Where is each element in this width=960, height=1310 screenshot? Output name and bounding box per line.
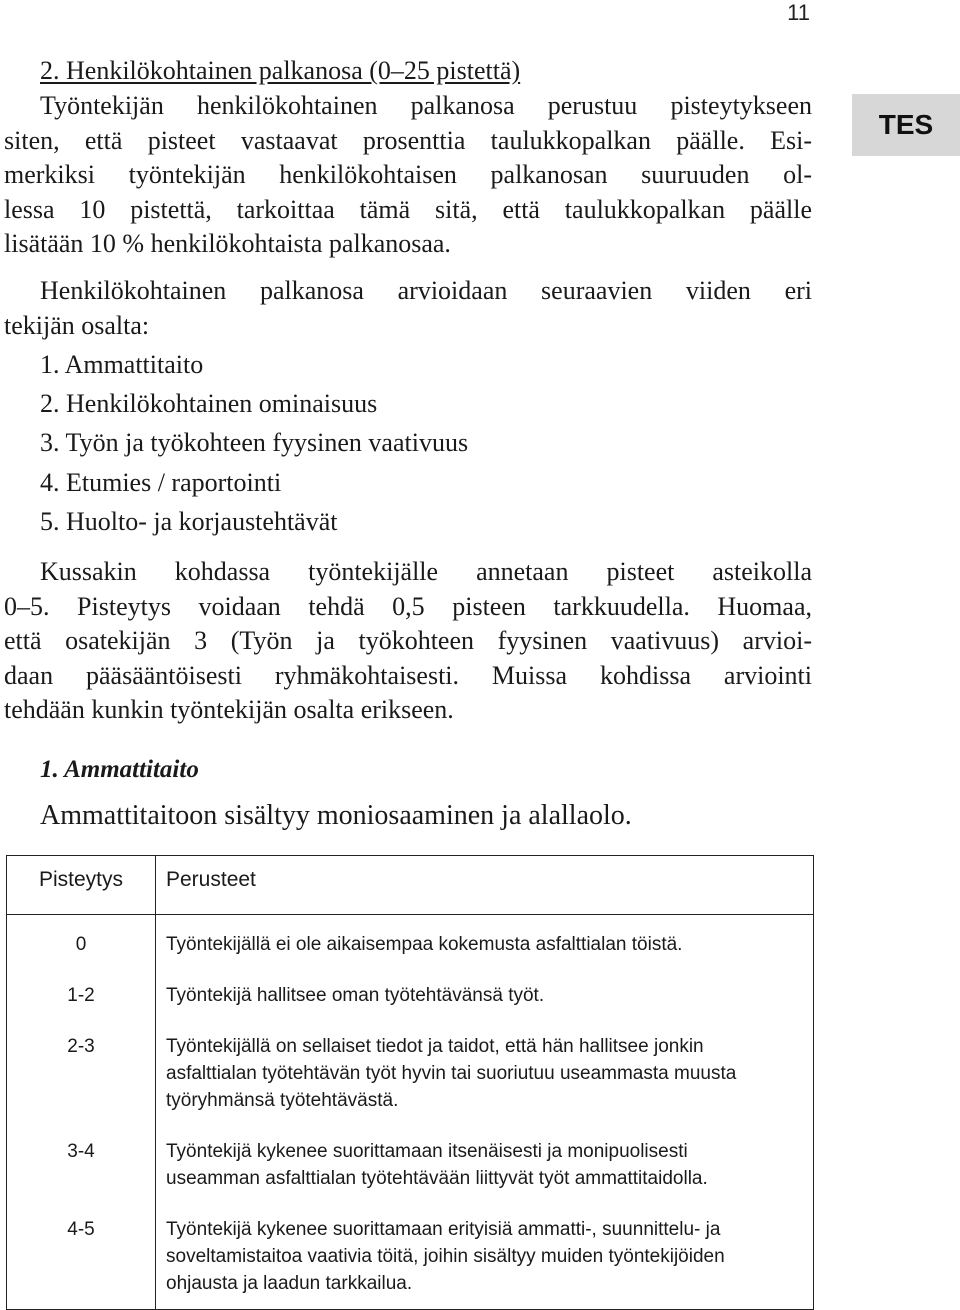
intro-paragraph xyxy=(4,89,812,262)
intro-line: Työntekijän henkilökohtainen palkanosa perustuu pisteytykseen xyxy=(40,91,812,120)
table-row xyxy=(7,1126,814,1204)
list-item: 4. Etumies / raportointi xyxy=(40,467,282,497)
score-cell: 1-2 xyxy=(7,970,156,1021)
criteria-line: Työntekijä kykenee suorittamaan itsenäisesti ja monipuolisesti xyxy=(166,1141,688,1162)
intro-line: siten, että pisteet vastaavat prosenttia taulukkopalkan päälle. Esi- xyxy=(4,125,812,155)
criteria-line: Työntekijällä ei ole aikaisempaa kokemusta asfalttialan töistä. xyxy=(166,934,683,955)
evaluation-line: tekijän osalta: xyxy=(4,310,150,340)
score-cell: 0 xyxy=(7,915,156,971)
criteria-line: useamman asfalttialan työtehtävään liittyvät työt ammattitaidolla. xyxy=(166,1168,708,1189)
score-cell: 3-4 xyxy=(7,1126,156,1204)
criteria-cell xyxy=(156,915,814,971)
list-item: 3. Työn ja työkohteen fyysinen vaativuus xyxy=(40,428,469,458)
section-tab: TES xyxy=(852,94,960,156)
column-header-criteria: Perusteet xyxy=(156,856,814,915)
evaluation-line: Henkilökohtainen palkanosa arvioidaan seuraavien viiden eri xyxy=(40,276,812,305)
section-heading-ammattitaito: 1. Ammattitaito xyxy=(40,756,199,783)
table-row xyxy=(7,1021,814,1126)
criteria-line: asfalttialan työtehtävän työt hyvin tai suoriutuu useammasta muusta xyxy=(166,1063,737,1084)
scoring-table xyxy=(6,855,814,1310)
table-row xyxy=(7,970,814,1021)
criteria-line: työryhmänsä työtehtävästä. xyxy=(166,1090,399,1111)
page-number: 11 xyxy=(787,0,810,25)
table-row xyxy=(7,915,814,971)
evaluation-paragraph xyxy=(4,274,812,343)
table-row xyxy=(7,1204,814,1310)
criteria-cell xyxy=(156,970,814,1021)
list-item: 5. Huolto- ja korjaustehtävät xyxy=(40,506,338,536)
score-cell: 2-3 xyxy=(7,1021,156,1126)
intro-line: lessa 10 pistettä, tarkoittaa tämä sitä, että taulukkopalkan päälle xyxy=(4,194,812,224)
criteria-cell xyxy=(156,1204,814,1310)
intro-line: lisätään 10 % henkilökohtaista palkanosaa. xyxy=(4,229,451,258)
scoring-line: daan pääsääntöisesti ryhmäkohtaisesti. Muissa kohdissa arviointi xyxy=(4,660,812,690)
criteria-cell xyxy=(156,1126,814,1204)
scoring-line: että osatekijän 3 (Työn ja työkohteen fyysinen vaativuus) arvioi- xyxy=(4,626,812,655)
criteria-line: ohjausta ja laadun tarkkailua. xyxy=(166,1273,413,1294)
score-cell: 4-5 xyxy=(7,1204,156,1310)
criteria-line: Työntekijällä on sellaiset tiedot ja taidot, että hän hallitsee jonkin xyxy=(166,1036,704,1057)
intro-line: merkiksi työntekijän henkilökohtaisen palkanosan suuruuden ol- xyxy=(4,160,812,189)
criteria-cell xyxy=(156,1021,814,1126)
section-description: Ammattitaitoon sisältyy moniosaaminen ja alallaolo. xyxy=(40,800,632,831)
scoring-line: 0–5. Pisteytys voidaan tehdä 0,5 pisteen tarkkuudella. Huomaa, xyxy=(4,591,812,621)
section-heading-personal-pay: 2. Henkilökohtainen palkanosa (0–25 pistettä) xyxy=(40,56,521,85)
criteria-line: soveltamistaitoa vaativia töitä, joihin sisältyy muiden työntekijöiden xyxy=(166,1246,725,1267)
criteria-line: Työntekijä kykenee suorittamaan erityisiä ammatti-, suunnittelu- ja xyxy=(166,1219,721,1240)
scoring-paragraph xyxy=(4,555,812,728)
factor-list xyxy=(40,345,468,541)
list-item: 2. Henkilökohtainen ominaisuus xyxy=(40,389,378,419)
scoring-line: Kussakin kohdassa työntekijälle annetaan pisteet asteikolla xyxy=(40,557,812,586)
table-header-row xyxy=(7,856,814,915)
list-item: 1. Ammattitaito xyxy=(40,350,204,379)
criteria-line: Työntekijä hallitsee oman työtehtävänsä työt. xyxy=(166,985,545,1006)
column-header-score: Pisteytys xyxy=(7,856,156,915)
scoring-line: tehdään kunkin työntekijän osalta erikseen. xyxy=(4,695,454,724)
